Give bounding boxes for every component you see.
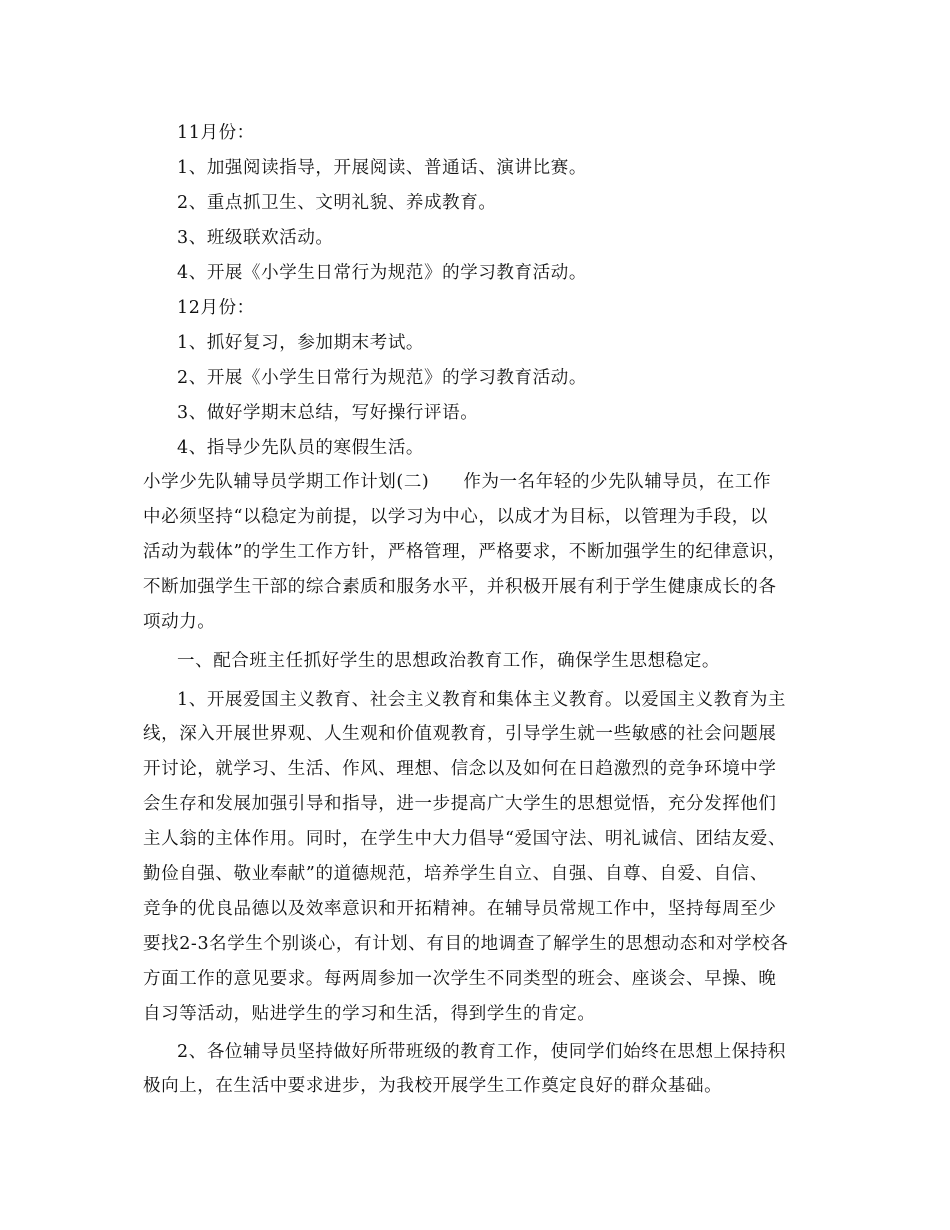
para2-line-2: 极向上，在生活中要求进步，为我校开展学生工作奠定良好的群众基础。: [143, 1076, 723, 1096]
december-item-4: 4、指导少先队员的寒假生活。: [177, 438, 425, 458]
november-item-3: 3、班级联欢活动。: [177, 228, 334, 248]
plan2-title: 小学少先队辅导员学期工作计划(二): [143, 472, 430, 492]
plan2-title-line: [143, 471, 950, 493]
para1-line-9: 方面工作的意见要求。每两周参加一次学生不同类型的班会、座谈会、早操、晚: [143, 969, 777, 989]
december-item-1: 1、抓好复习，参加期末考试。: [177, 333, 425, 353]
plan2-intro-line-3: 活动为载体”的学生工作方针，严格管理，严格要求，不断加强学生的纪律意识，: [143, 542, 787, 562]
para1-line-1: 1、开展爱国主义教育、社会主义教育和集体主义教育。以爱国主义教育为主: [177, 690, 787, 710]
para1-line-3: 开讨论，就学习、生活、作风、理想、信念以及如何在日趋激烈的竞争环境中学: [143, 759, 777, 779]
plan2-intro-line-2: 中必须坚持“以稳定为前提，以学习为中心，以成才为目标，以管理为手段，以: [143, 507, 768, 527]
november-item-4: 4、开展《小学生日常行为规范》的学习教育活动。: [177, 263, 587, 283]
plan2-intro-line-1: 作为一名年轻的少先队辅导员，在工作: [463, 472, 772, 492]
para2-line-1: 2、各位辅导员坚持做好所带班级的教育工作，使同学们始终在思想上保持积: [177, 1042, 787, 1062]
para1-line-7: 竞争的优良品德以及效率意识和开拓精神。在辅导员常规工作中，坚持每周至少: [143, 899, 777, 919]
november-item-1: 1、加强阅读指导，开展阅读、普通话、演讲比赛。: [177, 158, 587, 178]
plan2-intro-line-4: 不断加强学生干部的综合素质和服务水平，并积极开展有利于学生健康成长的各: [143, 577, 777, 597]
para1-line-5: 主人翁的主体作用。同时，在学生中大力倡导“爱国守法、明礼诚信、团结友爱、: [143, 829, 787, 849]
para1-line-6: 勤俭自强、敬业奉献”的道德规范，培养学生自立、自强、自尊、自爱、自信、: [143, 864, 768, 884]
december-item-2: 2、开展《小学生日常行为规范》的学习教育活动。: [177, 368, 587, 388]
plan2-intro-line-5: 项动力。: [143, 612, 216, 632]
para1-line-2: 线，深入开展世界观、人生观和价值观教育，引导学生就一些敏感的社会问题展: [143, 724, 777, 744]
section1-heading: 一、配合班主任抓好学生的思想政治教育工作，确保学生思想稳定。: [177, 651, 720, 671]
november-heading: 11月份：: [177, 123, 255, 143]
december-heading: 12月份：: [177, 298, 255, 318]
para1-line-4: 会生存和发展加强引导和指导，进一步提高广大学生的思想觉悟，充分发挥他们: [143, 794, 777, 814]
november-item-2: 2、重点抓卫生、文明礼貌、养成教育。: [177, 193, 497, 213]
para1-line-10: 自习等活动，贴进学生的学习和生活，得到学生的肯定。: [143, 1004, 596, 1024]
december-item-3: 3、做好学期末总结，写好操行评语。: [177, 403, 479, 423]
para1-line-8: 要找2-3名学生个别谈心，有计划、有目的地调查了解学生的思想动态和对学校各: [143, 934, 789, 954]
